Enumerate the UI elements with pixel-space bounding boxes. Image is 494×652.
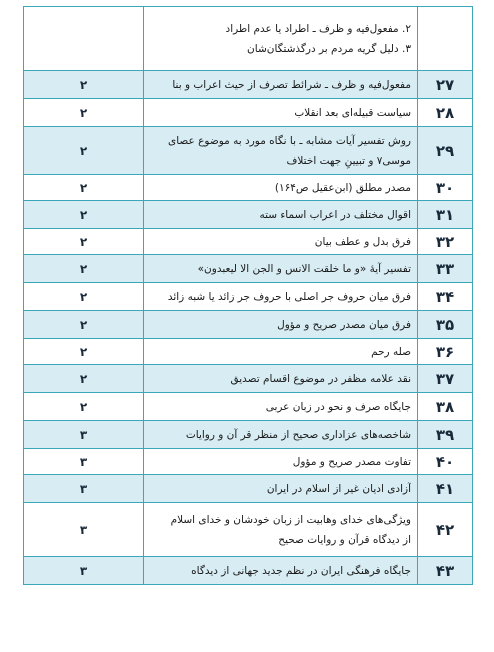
row-topic bbox=[144, 557, 418, 585]
table-row bbox=[24, 229, 473, 255]
row-topic bbox=[144, 421, 418, 449]
row-topic bbox=[144, 449, 418, 475]
table-row bbox=[24, 503, 473, 557]
row-number: ۴۰ bbox=[418, 449, 473, 475]
topic-line: روش تفسیر آیات مشابه ـ با نگاه مورد به موضوع عصای bbox=[168, 134, 411, 147]
row-number: ۳۳ bbox=[418, 255, 473, 283]
row-number: ۳۷ bbox=[418, 365, 473, 393]
topic-line: ۳. دلیل گریه مردم بر درگذشتگان‌شان bbox=[247, 42, 411, 55]
topic-line: فرق میان حروف جر اصلی با حروف جر زائد یا شبه زائد bbox=[167, 290, 411, 303]
row-unit: ۲ bbox=[24, 99, 144, 127]
topic-line: آزادی ادیان غیر از اسلام در ایران bbox=[266, 482, 411, 495]
topic-line: تفسیر آیهٔ «و ما خلقت الانس و الجن الا لیعبدون» bbox=[197, 262, 411, 275]
row-unit bbox=[24, 7, 144, 71]
row-topic bbox=[144, 365, 418, 393]
topic-line: ویژگی‌های خدای وهابیت از زبان خودشان و خدای اسلام bbox=[170, 513, 411, 526]
row-number: ۳۹ bbox=[418, 421, 473, 449]
table-row bbox=[24, 311, 473, 339]
row-unit: ۳ bbox=[24, 421, 144, 449]
row-unit: ۲ bbox=[24, 311, 144, 339]
row-topic bbox=[144, 283, 418, 311]
row-topic bbox=[144, 201, 418, 229]
table-row bbox=[24, 449, 473, 475]
row-topic bbox=[144, 127, 418, 175]
topic-line: جایگاه صرف و نحو در زبان عربی bbox=[265, 400, 411, 413]
row-unit: ۳ bbox=[24, 503, 144, 557]
row-unit: ۳ bbox=[24, 557, 144, 585]
row-unit: ۲ bbox=[24, 175, 144, 201]
row-topic bbox=[144, 7, 418, 71]
row-topic bbox=[144, 475, 418, 503]
row-number: ۲۸ bbox=[418, 99, 473, 127]
row-number: ۲۷ bbox=[418, 71, 473, 99]
table-row bbox=[24, 201, 473, 229]
table-row bbox=[24, 475, 473, 503]
row-unit: ۳ bbox=[24, 449, 144, 475]
table-row bbox=[24, 393, 473, 421]
row-unit: ۲ bbox=[24, 283, 144, 311]
topics-table bbox=[23, 6, 473, 585]
table-row bbox=[24, 99, 473, 127]
topic-line: مفعول‌فیه و ظرف ـ شرائط تصرف از حیث اعراب و بنا bbox=[172, 78, 411, 91]
topic-line: موسی۷ و تبیینِ جهت اختلاف bbox=[286, 154, 411, 167]
table-row bbox=[24, 421, 473, 449]
row-unit: ۲ bbox=[24, 365, 144, 393]
row-number: ۴۲ bbox=[418, 503, 473, 557]
row-unit: ۳ bbox=[24, 475, 144, 503]
row-topic bbox=[144, 393, 418, 421]
topic-line: فرق میان مصدر صریح و مؤول bbox=[277, 318, 411, 331]
topic-line: شاخصه‌های عزاداری صحیح از منظر قر آن و روایات bbox=[185, 428, 411, 441]
row-topic bbox=[144, 175, 418, 201]
table-row bbox=[24, 71, 473, 99]
table-row bbox=[24, 283, 473, 311]
topic-line: مصدر مطلق (ابن‌عقیل ص۱۶۴) bbox=[274, 181, 411, 194]
row-number: ۳۶ bbox=[418, 339, 473, 365]
table-row bbox=[24, 557, 473, 585]
topic-line: جایگاه فرهنگی ایران در نظم جدید جهانی از دیدگاه bbox=[191, 564, 411, 577]
topics-table-body bbox=[24, 7, 473, 585]
topic-line: نقد علامه مظفر در موضوع اقسام تصدیق bbox=[230, 372, 411, 385]
row-number: ۴۳ bbox=[418, 557, 473, 585]
table-row bbox=[24, 339, 473, 365]
topic-line: ۲. مفعول‌فیه و ظرف ـ اطراد یا عدم اطراد bbox=[225, 22, 411, 35]
row-topic bbox=[144, 71, 418, 99]
topic-line: فرق بدل و عطف بیان bbox=[314, 235, 411, 248]
row-topic bbox=[144, 311, 418, 339]
table-row bbox=[24, 127, 473, 175]
row-unit: ۲ bbox=[24, 393, 144, 421]
row-number: ۳۲ bbox=[418, 229, 473, 255]
row-topic bbox=[144, 503, 418, 557]
row-topic bbox=[144, 229, 418, 255]
topic-line: تفاوت مصدر صریح و مؤول bbox=[292, 455, 411, 468]
row-topic bbox=[144, 99, 418, 127]
row-topic bbox=[144, 255, 418, 283]
row-unit: ۲ bbox=[24, 71, 144, 99]
topic-line: از دیدگاه قرآن و روایات صحیح bbox=[278, 533, 411, 546]
row-number: ۳۵ bbox=[418, 311, 473, 339]
row-unit: ۲ bbox=[24, 201, 144, 229]
topic-line: اقوال مختلف در اعراب اسماء سته bbox=[259, 208, 411, 221]
row-number: ۳۴ bbox=[418, 283, 473, 311]
row-unit: ۲ bbox=[24, 339, 144, 365]
table-row bbox=[24, 175, 473, 201]
row-unit: ۲ bbox=[24, 255, 144, 283]
row-unit: ۲ bbox=[24, 229, 144, 255]
row-number: ۳۱ bbox=[418, 201, 473, 229]
row-number: ۳۸ bbox=[418, 393, 473, 421]
table-row bbox=[24, 255, 473, 283]
topic-line: صله رحم bbox=[371, 345, 411, 358]
row-unit: ۲ bbox=[24, 127, 144, 175]
row-number: ۳۰ bbox=[418, 175, 473, 201]
row-topic bbox=[144, 339, 418, 365]
topic-line: سیاست قبیله‌ای بعد انقلاب bbox=[294, 106, 411, 119]
table-row bbox=[24, 365, 473, 393]
row-number bbox=[418, 7, 473, 71]
table-row bbox=[24, 7, 473, 71]
row-number: ۲۹ bbox=[418, 127, 473, 175]
row-number: ۴۱ bbox=[418, 475, 473, 503]
